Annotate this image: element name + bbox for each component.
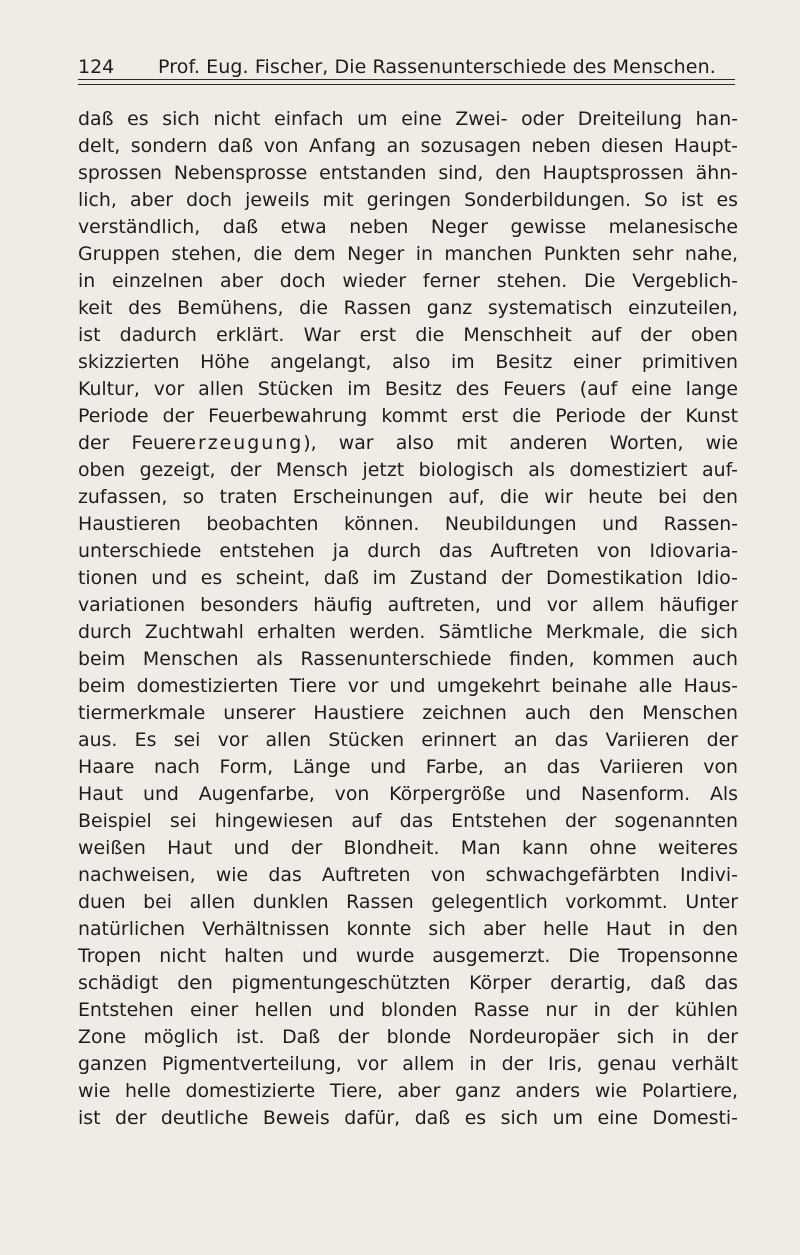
text-line: delt, sondern daß von Anfang an sozusagen neben diesen Haupt- — [78, 135, 738, 157]
text-line: nachweisen, wie das Auftreten von schwachgefärbten Indivi- — [78, 864, 738, 886]
text-line: skizzierten Höhe angelangt, also im Besitz einer primitiven — [78, 351, 738, 373]
text-line: Tropen nicht halten und wurde ausgemerzt. Die Tropensonne — [78, 945, 738, 967]
text-line: ist der deutliche Beweis dafür, daß es sich um eine Domesti- — [78, 1107, 738, 1129]
text-line: tiermerkmale unserer Haustiere zeichnen auch den Menschen — [78, 702, 738, 724]
text-line: lich, aber doch jeweils mit geringen Sonderbildungen. So ist es — [78, 189, 738, 211]
running-title: Prof. Eug. Fischer, Die Rassenunterschiede des Menschen. — [158, 56, 716, 78]
emphasis-spaced: erzeugung — [184, 432, 304, 454]
text-line: Beispiel sei hingewiesen auf das Entstehen der sogenannten — [78, 810, 738, 832]
text-line: beim domestizierten Tiere vor und umgekehrt beinahe alle Haus- — [78, 675, 738, 697]
text-line: Gruppen stehen, die dem Neger in manchen Punkten sehr nahe, — [78, 243, 738, 265]
text-line: Haut und Augenfarbe, von Körpergröße und Nasenform. Als — [78, 783, 738, 805]
text-line: ganzen Pigmentverteilung, vor allem in der Iris, genau verhält — [78, 1053, 738, 1075]
text-line: durch Zuchtwahl erhalten werden. Sämtliche Merkmale, die sich — [78, 621, 738, 643]
text-line: Kultur, vor allen Stücken im Besitz des Feuers (auf eine lange — [78, 378, 738, 400]
text-line: tionen und es scheint, daß im Zustand der Domestikation Idio- — [78, 567, 738, 589]
text-line: keit des Bemühens, die Rassen ganz systematisch einzuteilen, — [78, 297, 738, 319]
text-line: variationen besonders häufig auftreten, und vor allem häufiger — [78, 594, 738, 616]
text-line: daß es sich nicht einfach um eine Zwei- oder Dreiteilung han- — [78, 108, 738, 130]
page-number: 124 — [78, 56, 115, 78]
text-line: duen bei allen dunklen Rassen gelegentlich vorkommt. Unter — [78, 891, 738, 913]
text-line: in einzelnen aber doch wieder ferner stehen. Die Vergeblich- — [78, 270, 738, 292]
header-rule-lower — [78, 84, 735, 85]
text-line: Entstehen einer hellen und blonden Rasse nur in der kühlen — [78, 999, 738, 1021]
text-line: Haustieren beobachten können. Neubildungen und Rassen- — [78, 513, 738, 535]
text-line: weißen Haut und der Blondheit. Man kann ohne weiteres — [78, 837, 738, 859]
header-rule-upper — [78, 79, 735, 80]
text-line: Haare nach Form, Länge und Farbe, an das Variieren von — [78, 756, 738, 778]
text-line: unterschiede entstehen ja durch das Auftreten von Idiovaria- — [78, 540, 738, 562]
text-line: wie helle domestizierte Tiere, aber ganz anders wie Polartiere, — [78, 1080, 738, 1102]
text-line: schädigt den pigmentungeschützten Körper derartig, daß das — [78, 972, 738, 994]
text-line: der Feuererzeugung), war also mit anderen Worten, wie — [78, 432, 739, 454]
text-line: verständlich, daß etwa neben Neger gewisse melanesische — [78, 216, 738, 238]
text-line: aus. Es sei vor allen Stücken erinnert an das Variieren der — [78, 729, 738, 751]
text-line: sprossen Nebensprosse entstanden sind, den Hauptsprossen ähn- — [78, 162, 738, 184]
text-line: beim Menschen als Rassenunterschiede finden, kommen auch — [78, 648, 738, 670]
text-line: natürlichen Verhältnissen konnte sich aber helle Haut in den — [78, 918, 738, 940]
body-text — [78, 106, 738, 1132]
text-line: ist dadurch erklärt. War erst die Menschheit auf der oben — [78, 324, 738, 346]
text-line: Zone möglich ist. Daß der blonde Nordeuropäer sich in der — [78, 1026, 738, 1048]
text-line: zufassen, so traten Erscheinungen auf, die wir heute bei den — [78, 486, 738, 508]
running-header — [78, 52, 738, 82]
text-line: oben gezeigt, der Mensch jetzt biologisch als domestiziert auf- — [78, 459, 738, 481]
text-line: Periode der Feuerbewahrung kommt erst die Periode der Kunst — [78, 405, 738, 427]
